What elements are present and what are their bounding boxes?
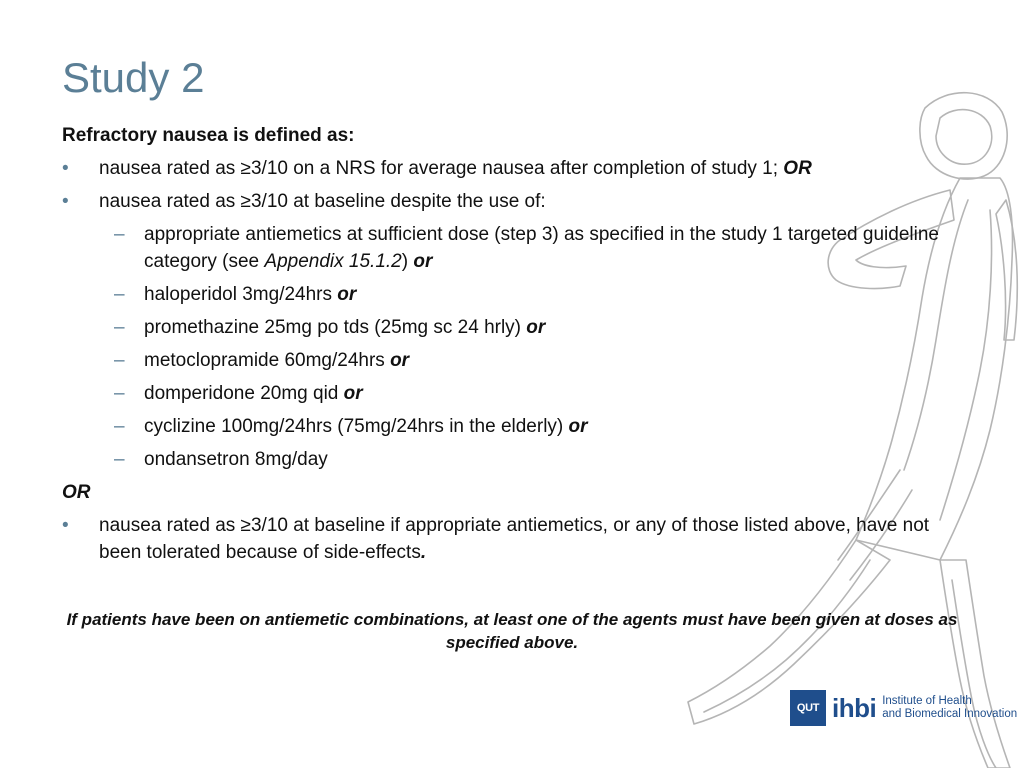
sub-item-ondansetron xyxy=(62,446,962,473)
ihbi-wordmark: ihbi xyxy=(832,692,877,723)
sub-item-text: cyclizine 100mg/24hrs (75mg/24hrs in the elderly) xyxy=(144,416,569,437)
sub-item-text: appropriate antiemetics at sufficient dose (step 3) as specified in the study 1 targeted guideline category (see xyxy=(144,224,939,272)
combination-note: If patients have been on antiemetic combinations, at least one of the agents must have been given at doses as specified above. xyxy=(66,610,958,652)
slide-content xyxy=(62,122,962,572)
ihbi-logo xyxy=(790,690,1017,726)
runner-arm-2 xyxy=(996,200,1017,340)
bullet-study1-nausea xyxy=(62,155,962,182)
bullet-text: nausea rated as ≥3/10 at baseline despite the use of: xyxy=(99,191,546,212)
bullet-baseline-despite xyxy=(62,188,962,215)
sub-item-close: ) xyxy=(401,251,414,272)
sub-item-domperidone xyxy=(62,380,962,407)
institute-name xyxy=(882,695,1017,721)
bullet-end: . xyxy=(420,542,427,563)
qut-logo-box: QUT xyxy=(790,690,826,726)
sub-item-text: promethazine 25mg po tds (25mg sc 24 hrly) xyxy=(144,317,527,338)
sub-item-text: haloperidol 3mg/24hrs xyxy=(144,284,338,305)
slide-title: Study 2 xyxy=(62,54,205,101)
bullet-text: nausea rated as ≥3/10 at baseline if appropriate antiemetics, or any of those listed above, have not been tolerated because of side-effects xyxy=(99,515,930,563)
institute-name-line1: Institute of Health xyxy=(882,695,972,707)
institute-name-line2: and Biomedical Innovation xyxy=(882,708,1018,720)
sub-item-connector: or xyxy=(413,251,433,272)
or-separator: OR xyxy=(62,482,91,503)
bullet-not-tolerated xyxy=(62,512,962,566)
bullet-text: nausea rated as ≥3/10 on a NRS for average nausea after completion of study 1; xyxy=(99,158,784,179)
sub-item-connector: or xyxy=(337,284,357,305)
sub-item-promethazine xyxy=(62,314,962,341)
runner-front-leg xyxy=(940,560,1010,768)
sub-item-connector: or xyxy=(343,383,363,404)
sub-item-connector: or xyxy=(568,416,588,437)
appendix-reference: Appendix 15.1.2 xyxy=(264,251,402,272)
sub-item-text: metoclopramide 60mg/24hrs xyxy=(144,350,391,371)
sub-item-text: domperidone 20mg qid xyxy=(144,383,344,404)
sub-item-metoclopramide xyxy=(62,347,962,374)
sub-item-text: ondansetron 8mg/day xyxy=(144,449,328,470)
bullet-connector: OR xyxy=(783,158,812,179)
sub-item-cyclizine xyxy=(62,413,962,440)
sub-item-appropriate-antiemetics xyxy=(62,221,962,275)
sub-item-connector: or xyxy=(526,317,546,338)
sub-item-haloperidol xyxy=(62,281,962,308)
sub-item-connector: or xyxy=(390,350,410,371)
definition-heading: Refractory nausea is defined as: xyxy=(62,125,355,146)
